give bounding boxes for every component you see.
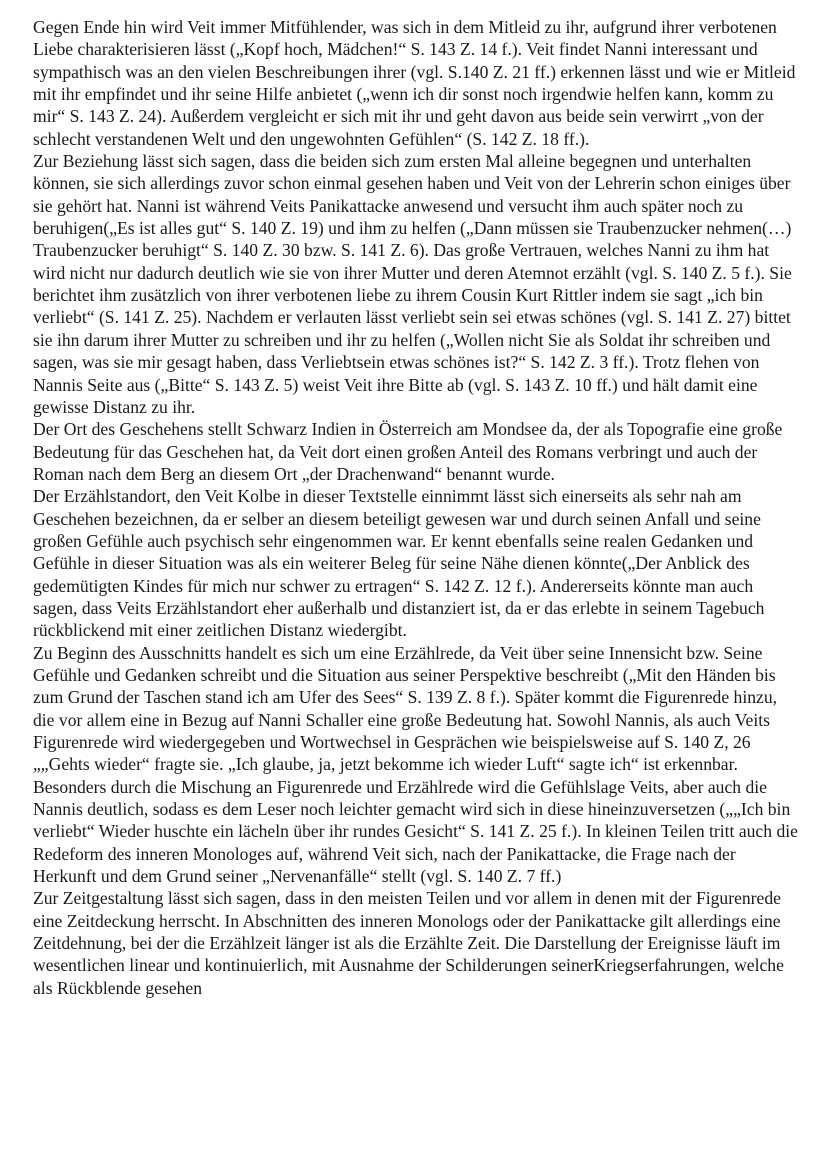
paragraph-empathy: Gegen Ende hin wird Veit immer Mitfühlender, was sich in dem Mitleid zu ihr, aufgrund ihrer verbotenen Liebe charakterisieren lässt („Kopf hoch, Mädchen!“ S. 143 Z. 14 f.). Veit findet Nanni interessant und sympathisch was an den vielen Beschreibungen ihrer (vgl. S.140 Z. 21 ff.) erkennen lässt und wie er Mitleid mit ihr empfindet und ihr seine Hilfe anbietet („wenn ich dir sonst noch irgendwie helfen kann, komm zu mir“ S. 143 Z. 24). Außerdem vergleicht er sich mit ihr und geht davon aus beide sein verwirrt „von der schlecht verstandenen Welt und den ungewohnten Gefühlen“ (S. 142 Z. 18 ff.). [33,17,796,149]
paragraph-relationship: Zur Beziehung lässt sich sagen, dass die beiden sich zum ersten Mal alleine begegnen und unterhalten können, sie sich allerdings zuvor schon einmal gesehen haben und Veit von der Lehrerin schon einiges über sie gehört hat. Nanni ist während Veits Panikattacke anwesend und versucht ihm auch später noch zu beruhigen(„Es ist alles gut“ S. 140 Z. 19) und ihm zu helfen („Dann müssen sie Traubenzucker nehmen(…) Traubenzucker beruhigt“ S. 140 Z. 30 bzw. S. 141 Z. 6). Das große Vertrauen, welches Nanni zu ihm hat wird nicht nur dadurch deutlich wie sie von ihrer Mutter und deren Atemnot erzählt (vgl. S. 140 Z. 5 f.). Sie berichtet ihm zusätzlich von ihrer verbotenen liebe zu ihrem Cousin Kurt Rittler indem sie sagt „ich bin verliebt“ (S. 141 Z. 25). Nachdem er verlauten lässt verliebt sein sei etwas schönes (vgl. S. 141 Z. 27) bittet sie ihn darum ihrer Mutter zu schreiben und ihr zu helfen („Wollen nicht Sie als Soldat ihr schreiben und sagen, was sie mir gesagt haben, dass Verliebtsein etwas schönes ist?“ S. 142 Z. 3 ff.). Trotz flehen von Nannis Seite aus („Bitte“ S. 143 Z. 5) weist Veit ihre Bitte ab (vgl. S. 143 Z. 10 ff.) und hält damit eine gewisse Distanz zu ihr. [33,151,792,417]
document-page [33,16,801,999]
paragraph-setting: Der Ort des Geschehens stellt Schwarz Indien in Österreich am Mondsee da, der als Topografie eine große Bedeutung für das Geschehen hat, da Veit dort einen großen Anteil des Romans verbringt und auch der Roman nach dem Berg an diesem Ort „der Drachenwand“ benannt wurde. [33,419,783,484]
paragraph-time-structure: Zur Zeitgestaltung lässt sich sagen, dass in den meisten Teilen und vor allem in denen mit der Figurenrede eine Zeitdeckung herrscht. In Abschnitten des inneren Monologs oder der Panikattacke gilt allerdings eine Zeitdehnung, bei der die Erzählzeit länger ist als die Erzählte Zeit. Die Darstellung der Ereignisse läuft im wesentlichen linear und kontinuierlich, mit Ausnahme der Schilderungen seinerKriegserfahrungen, welche als Rückblende gesehen [33,888,784,998]
paragraph-narrative-position: Der Erzählstandort, den Veit Kolbe in dieser Textstelle einnimmt lässt sich einerseits als sehr nah am Geschehen bezeichnen, da er selber an diesem beteiligt gewesen war und durch seinen Anfall und seine großen Gefühle auch psychisch sehr eingenommen war. Er kennt ebenfalls seine realen Gedanken und Gefühle in dieser Situation was als ein weiterer Beleg für seine Nähe dienen könnte(„Der Anblick des gedemütigten Kindes für mich nur schwer zu ertragen“ S. 142 Z. 12 f.). Andererseits könnte man auch sagen, dass Veits Erzählstandort eher außerhalb und distanziert ist, da er das erlebte in seinem Tagebuch rückblickend mit einer zeitlichen Distanz wiedergibt. [33,486,765,641]
paragraph-speech-forms: Zu Beginn des Ausschnitts handelt es sich um eine Erzählrede, da Veit über seine Innensicht bzw. Seine Gefühle und Gedanken schreibt und die Situation aus seiner Perspektive beschreibt („Mit den Händen bis zum Grund der Taschen stand ich am Ufer des Sees“ S. 139 Z. 8 f.). Später kommt die Figurenrede hinzu, die vor allem eine in Bezug auf Nanni Schaller eine große Bedeutung hat. Sowohl Nannis, als auch Veits Figurenrede wird wiedergegeben und Wortwechsel in Gesprächen wie beispielsweise auf S. 140 Z, 26 „„Gehts wieder“ fragte sie. „Ich glaube, ja, jetzt bekomme ich wieder Luft“ sagte ich“ ist erkennbar. Besonders durch die Mischung an Figurenrede und Erzählrede wird die Gefühlslage Veits, aber auch die Nannis deutlich, sodass es dem Leser noch leichter gemacht wird sich in diese hineinzuversetzen („„Ich bin verliebt“ Wieder huschte ein lächeln über ihr rundes Gesicht“ S. 141 Z. 25 f.). In kleinen Teilen tritt auch die Redeform des inneren Monologes auf, während Veit sich, nach der Panikattacke, die Frage nach der Herkunft und dem Grund seiner „Nervenanfälle“ stellt (vgl. S. 140 Z. 7 ff.) [33,642,798,887]
